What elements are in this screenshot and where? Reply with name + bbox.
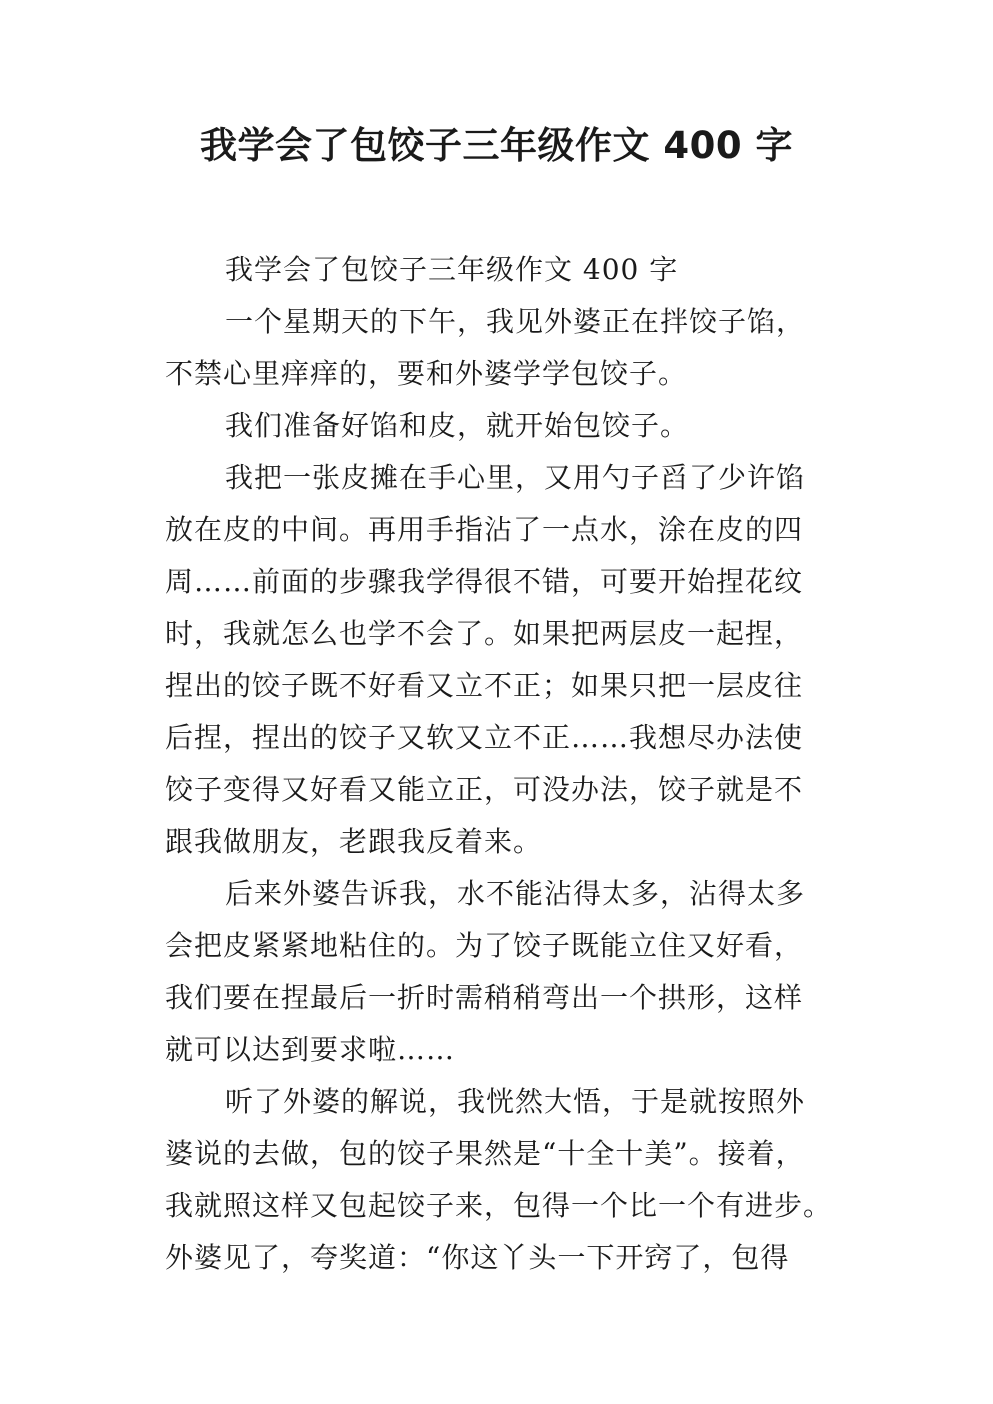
body-line: 一个星期天的下午，我见外婆正在拌饺子馅， [225, 305, 806, 338]
body-line: 后来外婆告诉我，水不能沾得太多，沾得太多 [225, 877, 806, 910]
body-line: 会把皮紧紧地粘住的。为了饺子既能立住又好看， [165, 929, 804, 962]
body-line: 捏出的饺子既不好看又立不正；如果只把一层皮往 [165, 669, 804, 702]
body-line: 放在皮的中间。再用手指沾了一点水，涂在皮的四 [165, 513, 804, 546]
body-line: 不禁心里痒痒的，要和外婆学学包饺子。 [165, 357, 688, 390]
body-line: 饺子变得又好看又能立正，可没办法，饺子就是不 [165, 773, 804, 806]
body-line: 外婆见了，夸奖道：“你这丫头一下开窍了，包得 [165, 1241, 790, 1274]
body-line: 我就照这样又包起饺子来，包得一个比一个有进步。 [165, 1189, 833, 1222]
document-title: 我学会了包饺子三年级作文 400 字 [200, 124, 793, 167]
body-line: 我们要在捏最后一折时需稍稍弯出一个拱形，这样 [165, 981, 804, 1014]
body-line: 我把一张皮摊在手心里，又用勺子舀了少许馅 [225, 461, 806, 494]
body-line: 我学会了包饺子三年级作文 400 字 [225, 253, 679, 286]
body-line: 后捏，捏出的饺子又软又立不正……我想尽办法使 [165, 721, 804, 754]
body-line: 周……前面的步骤我学得很不错，可要开始捏花纹 [165, 565, 804, 598]
document-body [165, 244, 833, 1284]
body-line: 跟我做朋友，老跟我反着来。 [165, 825, 543, 858]
body-line: 听了外婆的解说，我恍然大悟，于是就按照外 [225, 1085, 806, 1118]
body-line: 就可以达到要求啦…… [165, 1033, 456, 1066]
body-line: 我们准备好馅和皮，就开始包饺子。 [225, 409, 690, 442]
body-line: 时，我就怎么也学不会了。如果把两层皮一起捏， [165, 617, 804, 650]
body-line: 婆说的去做，包的饺子果然是“十全十美”。接着， [165, 1137, 805, 1170]
